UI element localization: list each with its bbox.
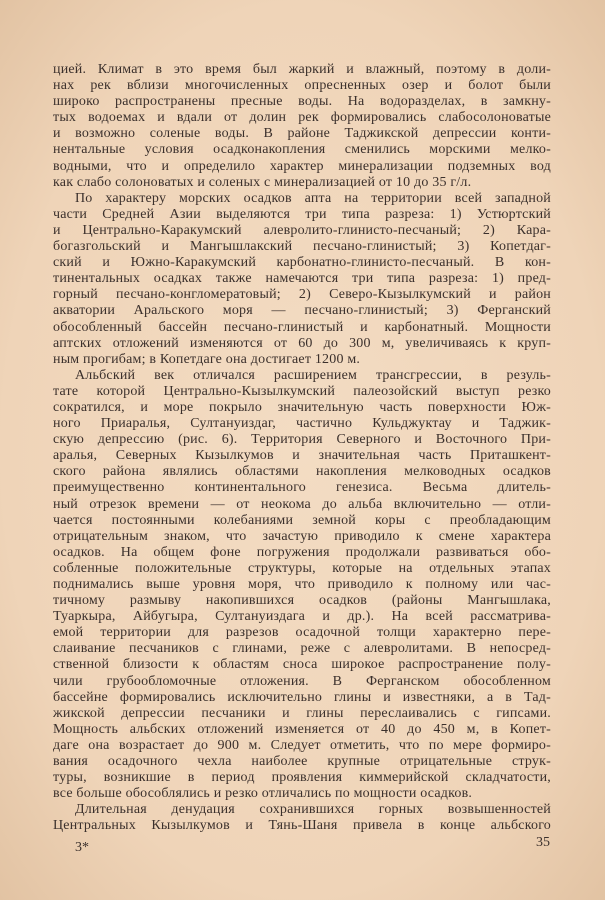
text-line: поднимались выше уровня моря, что приводило к полному или час-: [53, 577, 551, 592]
text-line: сократился, и море покрыло значительную часть поверхности Юж-: [53, 399, 551, 415]
text-line: аралья, Северных Кызылкумов и значительная часть Приташкент-: [53, 448, 551, 464]
page-number: 35: [536, 835, 550, 850]
text-line: скую депрессию (рис. 6). Территория Северного и Восточного При-: [53, 432, 551, 448]
text-line: ский и Южно-Каракумский карбонатно-глинисто-песчаный. В кон-: [53, 255, 551, 271]
text-line: акватории Аральского моря — песчано-глинистый; 3) Ферганский: [53, 303, 551, 319]
paragraph: [53, 62, 551, 191]
text-line: аптских отложений изменяются от 60 до 300 м, увеличиваясь к круп-: [53, 335, 551, 351]
text-line: тате которой Центрально-Кызылкумский палеозойский выступ резко: [53, 383, 551, 399]
text-line: По характеру морских осадков апта на территории всей западной: [75, 190, 551, 206]
text-line: даге она возрастает до 900 м. Следует отметить, что по мере формиро-: [53, 737, 551, 753]
paragraph: [53, 802, 551, 834]
text-line: тинентальных осадках также намечаются три типа разреза: 1) пред-: [53, 271, 551, 287]
text-line: нах рек вблизи многочисленных опресненных озер и болот были: [53, 78, 551, 94]
text-line: ственной близости к областям сноса широкое распространение полу-: [53, 657, 551, 673]
text-line: преимущественно континентального генезиса. Весьма длитель-: [53, 480, 551, 496]
text-line: Длительная денудация сохранившихся горных возвышенностей: [75, 802, 551, 818]
text-line: широко распространены пресные воды. На водоразделах, в замкну-: [53, 94, 551, 110]
text-line: богазгольский и Мангышлакский песчано-глинистый; 3) Копетдаг-: [53, 239, 551, 255]
text-line: и Центрально-Каракумский алевролито-глинисто-песчаный; 2) Кара-: [53, 222, 551, 238]
text-line: туры, возникшие в период проявления киммерийской складчатости,: [53, 770, 551, 786]
paragraph: [53, 368, 551, 803]
text-line: жикской депрессии песчаники и глины переслаивались с гипсами.: [53, 705, 551, 721]
text-line: отрицательным знаком, что зачастую приводило к смене характера: [53, 528, 551, 544]
page-body-text: [53, 62, 551, 835]
text-line: горный песчано-конгломератовый; 2) Северо-Кызылкумский и район: [53, 287, 551, 303]
text-line: бассейне формировались исключительно глины и известняки, а в Тад-: [53, 689, 551, 705]
text-line: чается постоянными колебаниями земной коры с преобладающим: [53, 512, 551, 528]
text-line: как слабо солоноватых и соленых с минерализацией от 10 до 35 г/л.: [53, 174, 472, 190]
text-line: вания осадочного чехла наиболее крупные отрицательные струк-: [53, 754, 551, 770]
text-line: Альбский век отличался расширением трансгрессии, в резуль-: [75, 367, 551, 383]
text-line: чили грубообломочные отложения. В Ферганском обособленном: [53, 673, 551, 689]
text-line: ным прогибам; в Копетдаге она достигает 1200 м.: [53, 351, 361, 367]
text-line: и возможно соленые воды. В районе Таджикской депрессии конти-: [53, 126, 551, 142]
text-line: емой территории для разрезов осадочной толщи характерно пере-: [53, 625, 551, 641]
text-line: нентальные условия осадконакопления сменились морскими мелко-: [53, 142, 551, 158]
text-line: тых водоемах и вдали от долин рек формировались слабосолоноватые: [53, 110, 551, 126]
paragraph: [53, 191, 551, 368]
text-line: собленные положительные структуры, которые на отдельных этапах: [53, 560, 551, 576]
text-line: тичному размыву накопившихся осадков (районы Мангышлака,: [53, 593, 551, 609]
text-line: все больше обособлялись и резко отличались по мощности осадков.: [53, 786, 473, 802]
text-line: слаивание песчаников с глинами, реже с алевролитами. В непосред-: [53, 641, 551, 657]
text-line: Туаркыра, Айбугыра, Султануиздага и др.). На всей рассматрива-: [53, 609, 551, 625]
text-line: Центральных Кызылкумов и Тянь-Шаня привела в конце альбского: [53, 818, 551, 834]
printer-signature-mark: 3*: [75, 840, 89, 855]
text-line: ный отрезок времени — от неокома до альба включительно — отли-: [53, 496, 551, 512]
text-line: цией. Климат в это время был жаркий и влажный, поэтому в доли-: [53, 62, 551, 77]
text-line: ского района являлись областями накопления мелководных осадков: [53, 464, 551, 480]
text-line: части Средней Азии выделяются три типа разреза: 1) Устюртский: [53, 206, 551, 222]
text-line: Мощность альбских отложений изменяется от 40 до 450 м, в Копет-: [53, 721, 551, 737]
text-line: ного Приаралья, Султануиздаг, частично Кульджуктау и Таджик-: [53, 416, 551, 432]
text-line: осадков. На общем фоне погружения продолжали развиваться обо-: [53, 544, 551, 560]
text-line: водными, что и определило характер минерализации подземных вод: [53, 158, 551, 174]
text-line: обособленный бассейн песчано-глинистый и карбонатный. Мощности: [53, 319, 551, 335]
